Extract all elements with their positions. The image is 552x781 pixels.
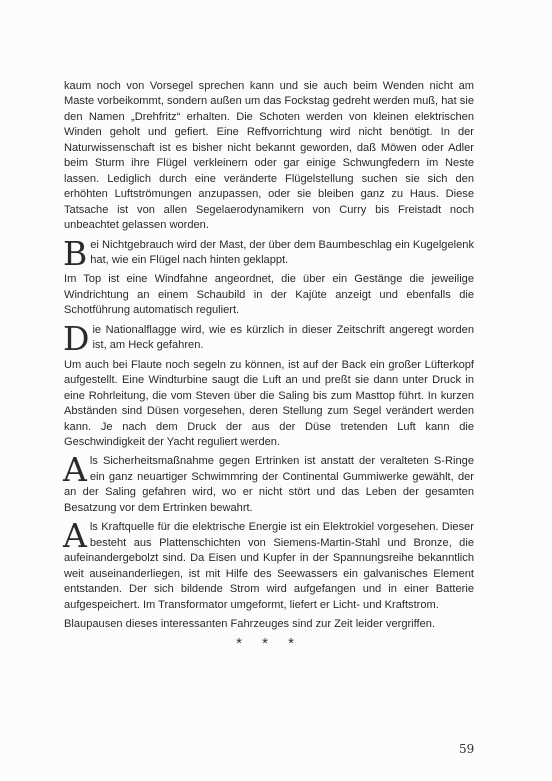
- drop-cap: A: [63, 450, 87, 490]
- paragraph-text: Um auch bei Flaute noch segeln zu können, ist auf der Back ein großer Lüfterkopf aufgestellt. Eine Windturbine saugt die Luft an und preßt sie dann unter Druck in eine Rohrleitung, die vom Steven über die Saling bis zum Masttop führt. In kurzen Abständen sind Düsen vorgesehen, deren Stellung zum Segel verändert werden kann. Je nach dem Druck der aus der Düse tretenden Luft kann die Geschwindigkeit der Yacht reguliert werden.: [64, 358, 474, 448]
- paragraph-text: ie Nationalflagge wird, wie es kürzlich in dieser Zeitschrift angeregt worden ist, am Heck gefahren.: [92, 323, 474, 352]
- body-text: [64, 79, 474, 652]
- paragraph-text: Im Top ist eine Windfahne angeordnet, die über ein Gestänge die jeweilige Windrichtung an einem Schaubild in der Kajüte anzeigt und ebenfalls die Schotführung automatisch reguliert.: [64, 273, 474, 317]
- drop-cap: D: [63, 318, 90, 358]
- page-number: 59: [459, 742, 475, 756]
- paragraph-8: [64, 617, 474, 632]
- paragraph-text: ls Kraftquelle für die elektrische Energie ist ein Elektrokiel vorgesehen. Dieser besteht aus Plattenschichten von Siemens-Martin-Stahl und Bronze, die aufeinandergebolzt sind. Da Eisen und Kupfer in der Spannungsreihe bekanntlich weit auseinanderliegen, ist mit Hilfe des Seewassers ein galvanisches Element entstanden. Der sich bildende Strom wird aufgefangen und in einer Batterie aufgespeichert. Im Transformator umgeformt, liefert er Licht- und Kraftstrom.: [64, 521, 474, 611]
- paragraph-4: [63, 318, 474, 358]
- paragraph-text: kaum noch von Vorsegel sprechen kann und sie auch beim Wenden nicht am Maste vorbeikommt, sondern außen um das Fockstag gedreht werden muß, hat sie den Namen „Drehfritz“ erhalten. Die Schoten werden von kleinen elektrischen Winden geholt und gefiert. Eine Reffvorrichtung wird nicht benötigt. In der Naturwissenschaft ist es bisher nicht bekannt geworden, daß Möwen oder Adler beim Sturm ihre Flügel verkleinern oder gar einige Schwungfedern im Neste lassen. Lediglich durch eine veränderte Flügelstellung suchen sie sich den erhöhten Luftströmungen anzupassen, oder sie bleiben ganz zu Haus. Diese Tatsache ist von allen Segelaerodynamikern von Curry bis Freistadt noch unbeachtet gelassen worden.: [64, 80, 474, 232]
- paragraph-7: [63, 516, 474, 613]
- paragraph-text: ls Sicherheitsmaßnahme gegen Ertrinken ist anstatt der veralteten S-Ringe ein ganz neuartiger Schwimmring der Continental Gummiwerke gewählt, der an der Saling gefahren wird, wo er nicht stört und das Leben der gesamten Besatzung vor dem Ertrinken bewahrt.: [64, 455, 474, 514]
- drop-cap: B: [63, 233, 88, 273]
- paragraph-1: [64, 79, 474, 234]
- paragraph-5: [64, 358, 474, 451]
- paragraph-text: ei Nichtgebrauch wird der Mast, der über dem Baumbeschlag ein Kugelgelenk hat, wie ein Flügel nach hinten geklappt.: [90, 238, 474, 266]
- paragraph-text: Blaupausen dieses interessanten Fahrzeuges sind zur Zeit leider vergriffen.: [64, 617, 436, 630]
- paragraph-6: [63, 450, 474, 516]
- section-separator: * * *: [236, 635, 302, 653]
- paragraph-3: [64, 272, 474, 318]
- drop-cap: A: [63, 516, 87, 556]
- paragraph-2: [63, 233, 474, 273]
